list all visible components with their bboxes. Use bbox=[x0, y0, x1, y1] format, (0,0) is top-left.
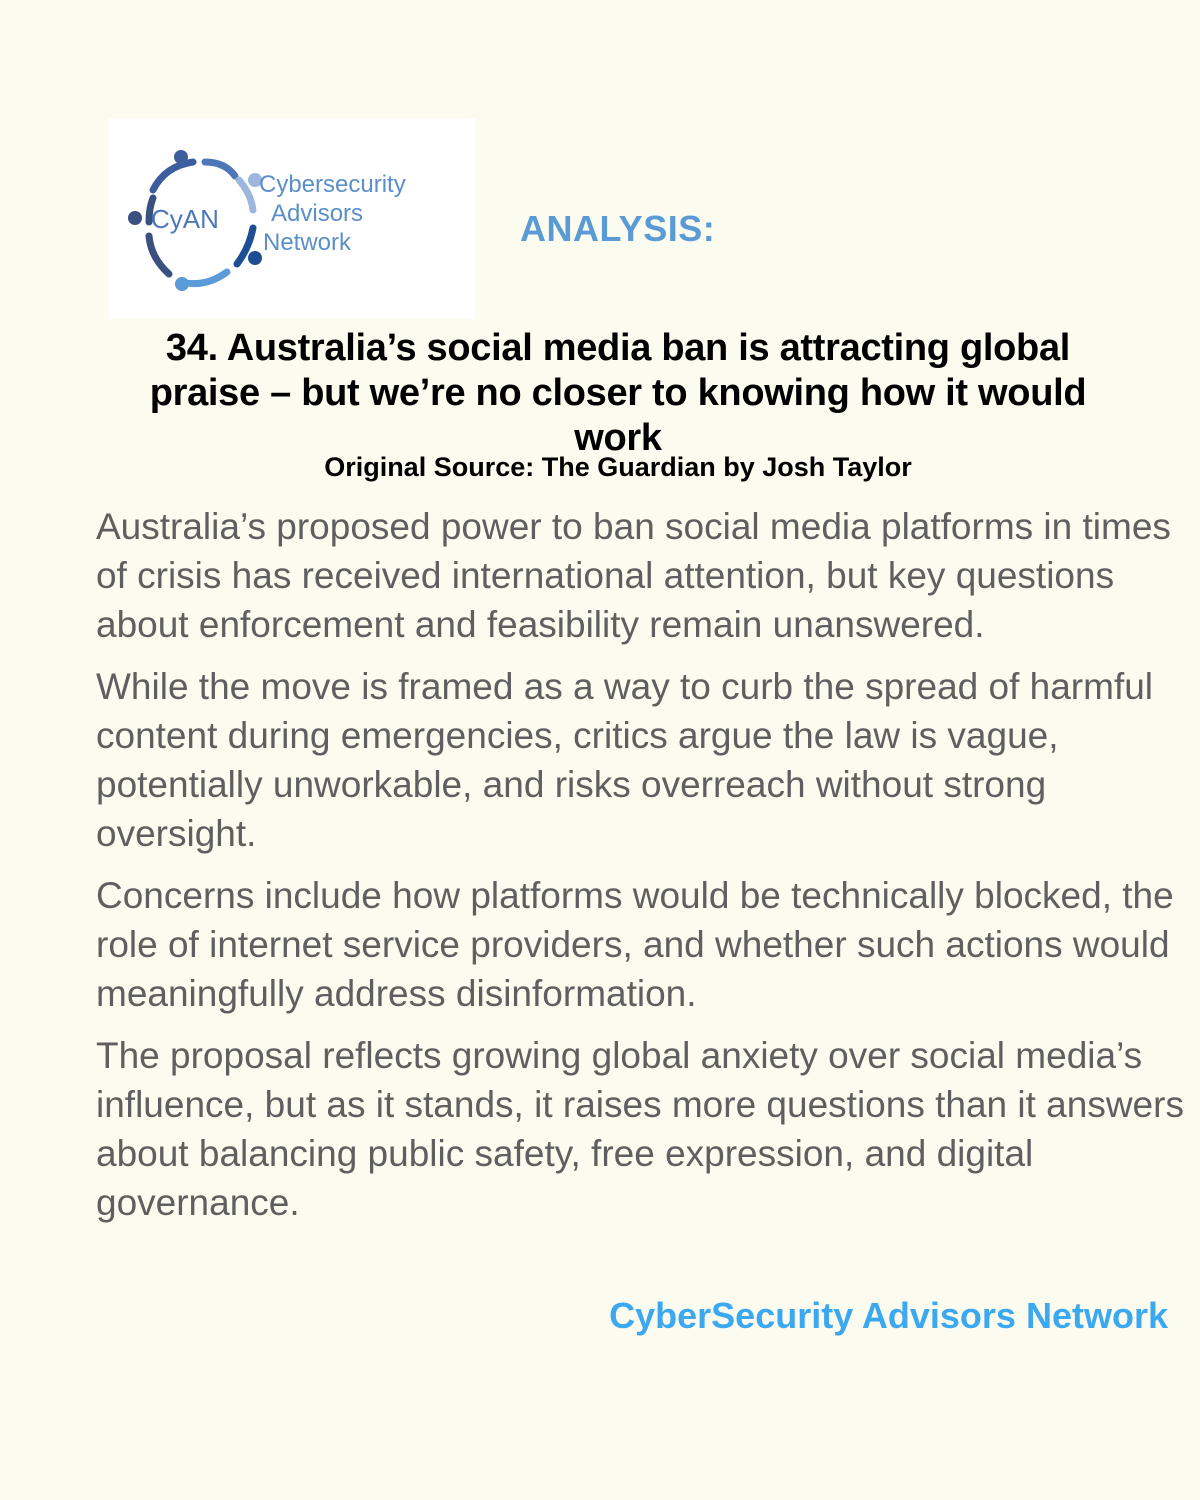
body-paragraph: Concerns include how platforms would be technically blocked, the role of internet service providers, and whether such actions would meaningfully address disinformation. bbox=[96, 875, 1174, 1014]
body-paragraph: The proposal reflects growing global anxiety over social media’s influence, but as it stands, it raises more questions than it answers about balancing public safety, free expression, and digital governance. bbox=[96, 1035, 1184, 1223]
article-source: Original Source: The Guardian by Josh Taylor bbox=[324, 452, 912, 482]
body-paragraph: Australia’s proposed power to ban social media platforms in times of crisis has received international attention, but key questions about enforcement and feasibility remain unanswered. bbox=[96, 506, 1171, 645]
logo-wordmark bbox=[259, 170, 406, 257]
body-paragraph: While the move is framed as a way to curb the spread of harmful content during emergencies, critics argue the law is vague, potentially unworkable, and risks overreach without strong oversight. bbox=[96, 666, 1154, 854]
article-headline: 34. Australia’s social media ban is attracting global praise – but we’re no closer to knowing how it would work bbox=[149, 327, 1087, 459]
article-body bbox=[96, 502, 1186, 1240]
logo-line-3: Network bbox=[263, 229, 352, 256]
cyan-logo bbox=[109, 118, 475, 319]
logo-line-2: Advisors bbox=[271, 200, 364, 227]
logo-line-1: Cybersecurity bbox=[259, 171, 406, 198]
svg-text:CyAN: CyAN bbox=[151, 204, 219, 234]
analysis-label: ANALYSIS: bbox=[520, 208, 716, 249]
footer-brand: CyberSecurity Advisors Network bbox=[609, 1295, 1168, 1336]
